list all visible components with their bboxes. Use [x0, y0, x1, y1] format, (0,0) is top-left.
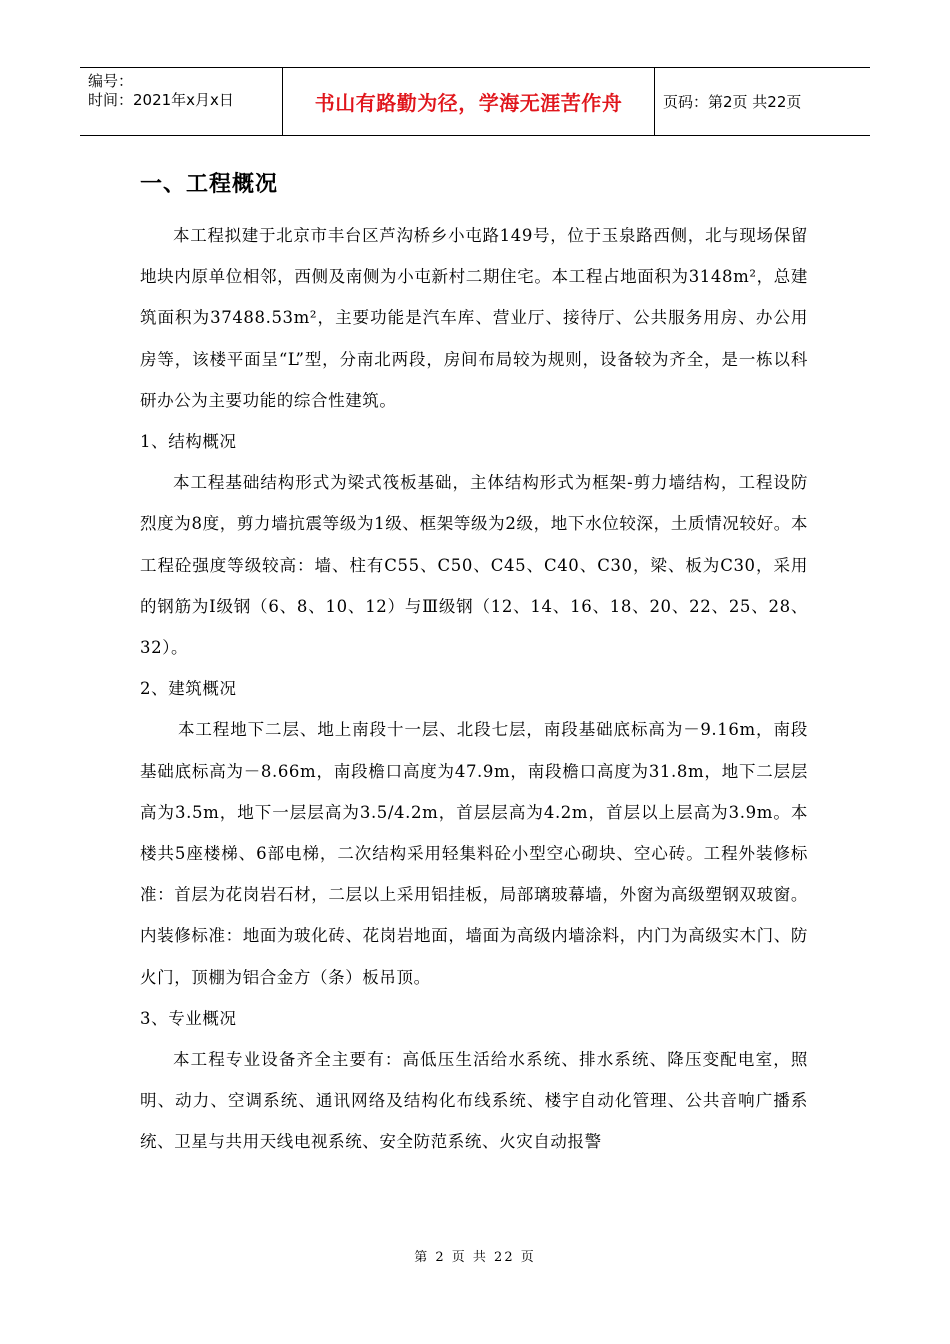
- structure-paragraph: 本工程基础结构形式为梁式筏板基础，主体结构形式为框架-剪力墙结构，工程设防烈度为8度，剪力墙抗震等级为1级、框架等级为2级，地下水位较深，土质情况较好。本工程砼强度等级较高：墙、柱有C55、C50、C45、C40、C30，梁、板为C30，采用的钢筋为Ⅰ级钢（6、8、10、12）与Ⅲ级钢（12、14、16、18、20、22、25、28、32）。: [140, 473, 808, 658]
- subsection-architecture-title: 2、建筑概况: [140, 679, 237, 699]
- intro-paragraph: 本工程拟建于北京市丰台区芦沟桥乡小屯路149号，位于玉泉路西侧，北与现场保留地块内原单位相邻，西侧及南侧为小屯新村二期住宅。本工程占地面积为3148m²，总建筑面积为37488.53m²，主要功能是汽车库、营业厅、接待厅、公共服务用房、办公用房等，该楼平面呈“L”型，分南北两段，房间布局较为规则，设备较为齐全，是一栋以科研办公为主要功能的综合性建筑。: [140, 226, 808, 410]
- mep-paragraph: 本工程专业设备齐全主要有：高低压生活给水系统、排水系统、降压变配电室，照明、动力、空调系统、通讯网络及结构化布线系统、楼宇自动化管理、公共音响广播系统、卫星与共用天线电视系统、安全防范系统、火灾自动报警: [140, 1050, 808, 1152]
- document-body: [140, 160, 808, 1163]
- header-page-info: 页码：第2页 共22页: [663, 93, 802, 111]
- subsection-structure-title: 1、结构概况: [140, 432, 237, 452]
- section-title: 一、工程概况: [140, 172, 279, 197]
- subsection-mep-title: 3、专业概况: [140, 1008, 237, 1028]
- header-meta: [80, 68, 282, 135]
- document-time-label: 时间：2021年x月x日: [88, 91, 234, 109]
- header-motto: 书山有路勤为径，学海无涯苦作舟: [282, 68, 655, 135]
- header-table: [80, 67, 870, 136]
- architecture-paragraph: 本工程地下二层、地上南段十一层、北段七层，南段基础底标高为－9.16m，南段基础底标高为－8.66m，南段檐口高度为47.9m，南段檐口高度为31.8m，地下二层层高为3.5m，地下一层层高为3.5/4.2m，首层层高为4.2m，首层以上层高为3.9m。本楼共5座楼梯、6部电梯，二次结构采用轻集料砼小型空心砌块、空心砖。工程外装修标准：首层为花岗岩石材，二层以上采用铝挂板，局部璃玻幕墙，外窗为高级塑钢双玻窗。内装修标准：地面为玻化砖、花岗岩地面，墙面为高级内墙涂料，内门为高级实木门、防火门，顶棚为铝合金方（条）板吊顶。: [140, 720, 808, 987]
- document-number-label: 编号：: [88, 72, 134, 90]
- page-footer: 第 2 页 共 22 页: [414, 1250, 536, 1265]
